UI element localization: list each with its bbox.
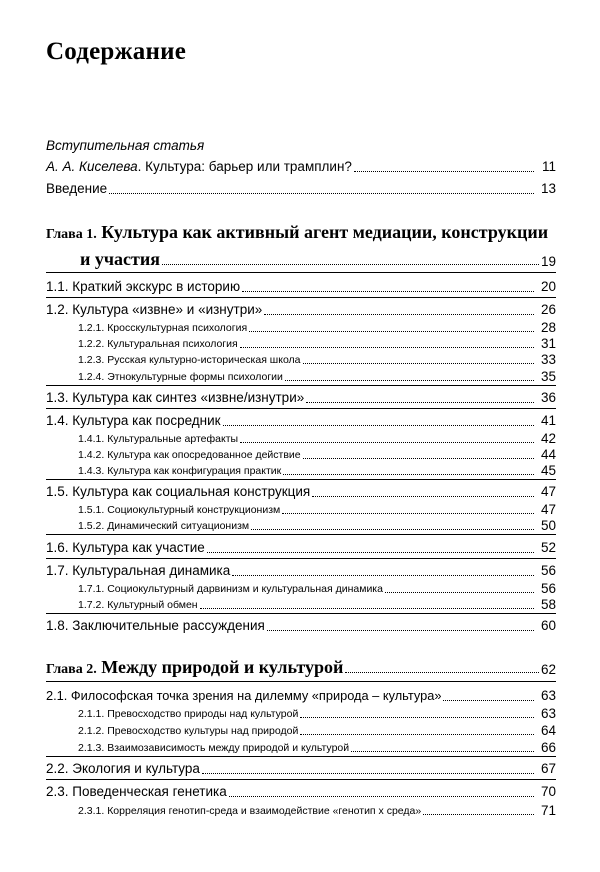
page-number: 60 xyxy=(540,618,556,633)
dot-leader xyxy=(385,592,534,593)
dot-leader xyxy=(283,474,534,475)
page-number: 47 xyxy=(540,484,556,499)
toc-entry-1-1[interactable] xyxy=(46,279,556,295)
toc-entry-2-3[interactable] xyxy=(46,784,556,800)
toc-entry-2-1[interactable] xyxy=(46,688,556,704)
toc-entry-1-2-2[interactable] xyxy=(78,336,556,351)
page-number: 56 xyxy=(540,563,556,578)
chapter-title xyxy=(46,657,343,678)
chapter-number: Глава 2. xyxy=(46,662,97,677)
toc-entry-1-3[interactable] xyxy=(46,390,556,406)
dot-leader xyxy=(345,672,539,673)
toc-entry-label: 2.1.2. Превосходство культуры над природой xyxy=(78,725,299,737)
toc-entry-label: 2.1. Философская точка зрения на дилемму «природа – культура» xyxy=(46,688,442,703)
toc-entry-2-3-1[interactable] xyxy=(78,803,556,818)
dot-leader xyxy=(303,363,534,364)
toc-entry-label: 1.6. Культура как участие xyxy=(46,540,205,555)
intro-heading: Вступительная статья xyxy=(46,138,205,153)
dot-leader xyxy=(202,773,534,774)
dot-leader xyxy=(306,402,534,403)
dot-leader xyxy=(109,193,534,194)
toc-entry-label: 1.2.3. Русская культурно-историческая школа xyxy=(78,354,301,366)
toc-entry-label: 1.7. Культуральная динамика xyxy=(46,563,231,578)
dot-leader xyxy=(207,552,534,553)
page-number: 62 xyxy=(540,662,556,677)
chapter-title: Культура как активный агент медиации, конструкции xyxy=(96,222,549,242)
chapter-2-title[interactable] xyxy=(46,657,556,678)
section-divider xyxy=(46,756,556,757)
toc-entry-2-1-1[interactable] xyxy=(78,706,556,721)
toc-entry-label: 1.8. Заключительные рассуждения xyxy=(46,618,265,633)
toc-entry-label: 1.1. Краткий экскурс в историю xyxy=(46,279,241,294)
toc-entry-label: 1.2.4. Этнокультурные формы психологии xyxy=(78,371,283,383)
dot-leader xyxy=(242,291,534,292)
dot-leader xyxy=(229,796,534,797)
page-number: 56 xyxy=(540,581,556,596)
page-number: 31 xyxy=(540,336,556,351)
toc-entry-label: 1.2.1. Кросскультурная психология xyxy=(78,322,248,334)
page-number: 13 xyxy=(540,181,556,196)
page-number: 50 xyxy=(540,518,556,533)
dot-leader xyxy=(351,751,534,752)
dot-leader xyxy=(267,630,534,631)
toc-entry-1-2[interactable] xyxy=(46,302,556,318)
dot-leader xyxy=(354,171,534,172)
toc-entry-1-4[interactable] xyxy=(46,413,556,429)
toc-entry-1-7[interactable] xyxy=(46,563,556,579)
toc-entry-1-7-2[interactable] xyxy=(78,597,556,612)
section-divider xyxy=(46,272,556,273)
toc-entry-label: 1.4.2. Культура как опосредованное действие xyxy=(78,449,301,461)
section-divider xyxy=(46,297,556,298)
toc-entry-1-2-3[interactable] xyxy=(78,352,556,367)
chapter-1-title-line2[interactable] xyxy=(80,249,556,270)
section-divider xyxy=(46,534,556,535)
toc-entry-label: 1.5. Культура как социальная конструкция xyxy=(46,484,311,499)
toc-entry-label: 1.5.1. Социокультурный конструкционизм xyxy=(78,504,281,516)
dot-leader xyxy=(162,264,539,265)
dot-leader xyxy=(249,331,534,332)
page-number: 35 xyxy=(540,369,556,384)
page-number: 66 xyxy=(540,740,556,755)
page-number: 26 xyxy=(540,302,556,317)
section-divider xyxy=(46,408,556,409)
toc-entry-label: 2.3.1. Корреляция генотип-среда и взаимодействие «генотип х среда» xyxy=(78,805,422,817)
dot-leader xyxy=(223,425,534,426)
toc-entry-1-8[interactable] xyxy=(46,618,556,634)
toc-entry-label: 2.3. Поведенческая генетика xyxy=(46,784,227,799)
toc-entry-2-1-2[interactable] xyxy=(78,723,556,738)
dot-leader xyxy=(282,513,534,514)
chapter-title-continued: и участия xyxy=(80,249,160,269)
dot-leader xyxy=(300,734,534,735)
article-title: . Культура: барьер или трамплин? xyxy=(137,159,352,174)
toc-entry-label: 2.1.3. Взаимозависимость между природой и культурой xyxy=(78,742,350,754)
page-number: 45 xyxy=(540,463,556,478)
dot-leader xyxy=(312,496,534,497)
page-number: 63 xyxy=(540,706,556,721)
toc-entry-label: 1.4. Культура как посредник xyxy=(46,413,221,428)
toc-entry-1-6[interactable] xyxy=(46,540,556,556)
toc-entry-label: 1.2.2. Культуральная психология xyxy=(78,338,238,350)
dot-leader xyxy=(443,700,534,701)
page-number: 71 xyxy=(540,803,556,818)
page-number: 63 xyxy=(540,688,556,703)
toc-entry-1-2-1[interactable] xyxy=(78,320,556,335)
toc-entry-label: 1.3. Культура как синтез «извне/изнутри» xyxy=(46,390,305,405)
toc-entry-1-5-2[interactable] xyxy=(78,518,556,533)
dot-leader xyxy=(303,458,534,459)
page-number: 28 xyxy=(540,320,556,335)
author-name: А. А. Киселева xyxy=(46,159,138,174)
chapter-title-text: Между природой и культурой xyxy=(96,657,344,677)
toc-entry-label: 1.4.3. Культура как конфигурация практик xyxy=(78,465,282,477)
toc-entry-intro-article[interactable] xyxy=(46,159,556,175)
toc-entry-label: 1.5.2. Динамический ситуационизм xyxy=(78,520,250,532)
dot-leader xyxy=(300,717,534,718)
toc-entry-label: Введение xyxy=(46,181,108,196)
toc-entry-1-5[interactable] xyxy=(46,484,556,500)
toc-entry-1-5-1[interactable] xyxy=(78,502,556,517)
page-number: 67 xyxy=(540,761,556,776)
chapter-1-title-line1[interactable] xyxy=(46,222,548,243)
dot-leader xyxy=(423,814,534,815)
page-number: 64 xyxy=(540,723,556,738)
page-number: 41 xyxy=(540,413,556,428)
toc-entry-1-4-1[interactable] xyxy=(78,431,556,446)
page-number: 70 xyxy=(540,784,556,799)
toc-entry-1-4-2[interactable] xyxy=(78,447,556,462)
section-divider xyxy=(46,613,556,614)
page-number: 11 xyxy=(541,159,556,174)
dot-leader xyxy=(240,442,534,443)
page-number: 36 xyxy=(540,390,556,405)
toc-entry-label: 1.2. Культура «извне» и «изнутри» xyxy=(46,302,263,317)
toc-entry-introduction[interactable] xyxy=(46,181,556,197)
dot-leader xyxy=(240,347,534,348)
page-number: 33 xyxy=(540,352,556,367)
page-number: 20 xyxy=(540,279,556,294)
dot-leader xyxy=(251,529,534,530)
chapter-number: Глава 1. xyxy=(46,227,97,242)
toc-entry-2-1-3[interactable] xyxy=(78,740,556,755)
toc-entry-label xyxy=(46,159,352,175)
toc-entry-1-4-3[interactable] xyxy=(78,463,556,478)
page-title: Содержание xyxy=(46,38,187,65)
section-divider xyxy=(46,779,556,780)
section-divider xyxy=(46,558,556,559)
page-number: 58 xyxy=(540,597,556,612)
dot-leader xyxy=(264,314,534,315)
page-number: 47 xyxy=(540,502,556,517)
dot-leader xyxy=(200,608,534,609)
section-divider xyxy=(46,681,556,682)
toc-entry-1-7-1[interactable] xyxy=(78,581,556,596)
toc-entry-1-2-4[interactable] xyxy=(78,369,556,384)
section-divider xyxy=(46,479,556,480)
page-number: 44 xyxy=(540,447,556,462)
dot-leader xyxy=(285,380,534,381)
dot-leader xyxy=(232,575,534,576)
toc-entry-label: 1.7.2. Культурный обмен xyxy=(78,599,198,611)
toc-entry-label: 1.7.1. Социокультурный дарвинизм и культуральная динамика xyxy=(78,583,383,595)
page-number: 42 xyxy=(540,431,556,446)
page-number: 52 xyxy=(540,540,556,555)
toc-entry-label: 2.2. Экология и культура xyxy=(46,761,200,776)
toc-entry-label: 2.1.1. Превосходство природы над культурой xyxy=(78,708,299,720)
toc-entry-2-2[interactable] xyxy=(46,761,556,777)
page-number: 19 xyxy=(540,254,556,269)
section-divider xyxy=(46,385,556,386)
toc-entry-label: 1.4.1. Культуральные артефакты xyxy=(78,433,239,445)
